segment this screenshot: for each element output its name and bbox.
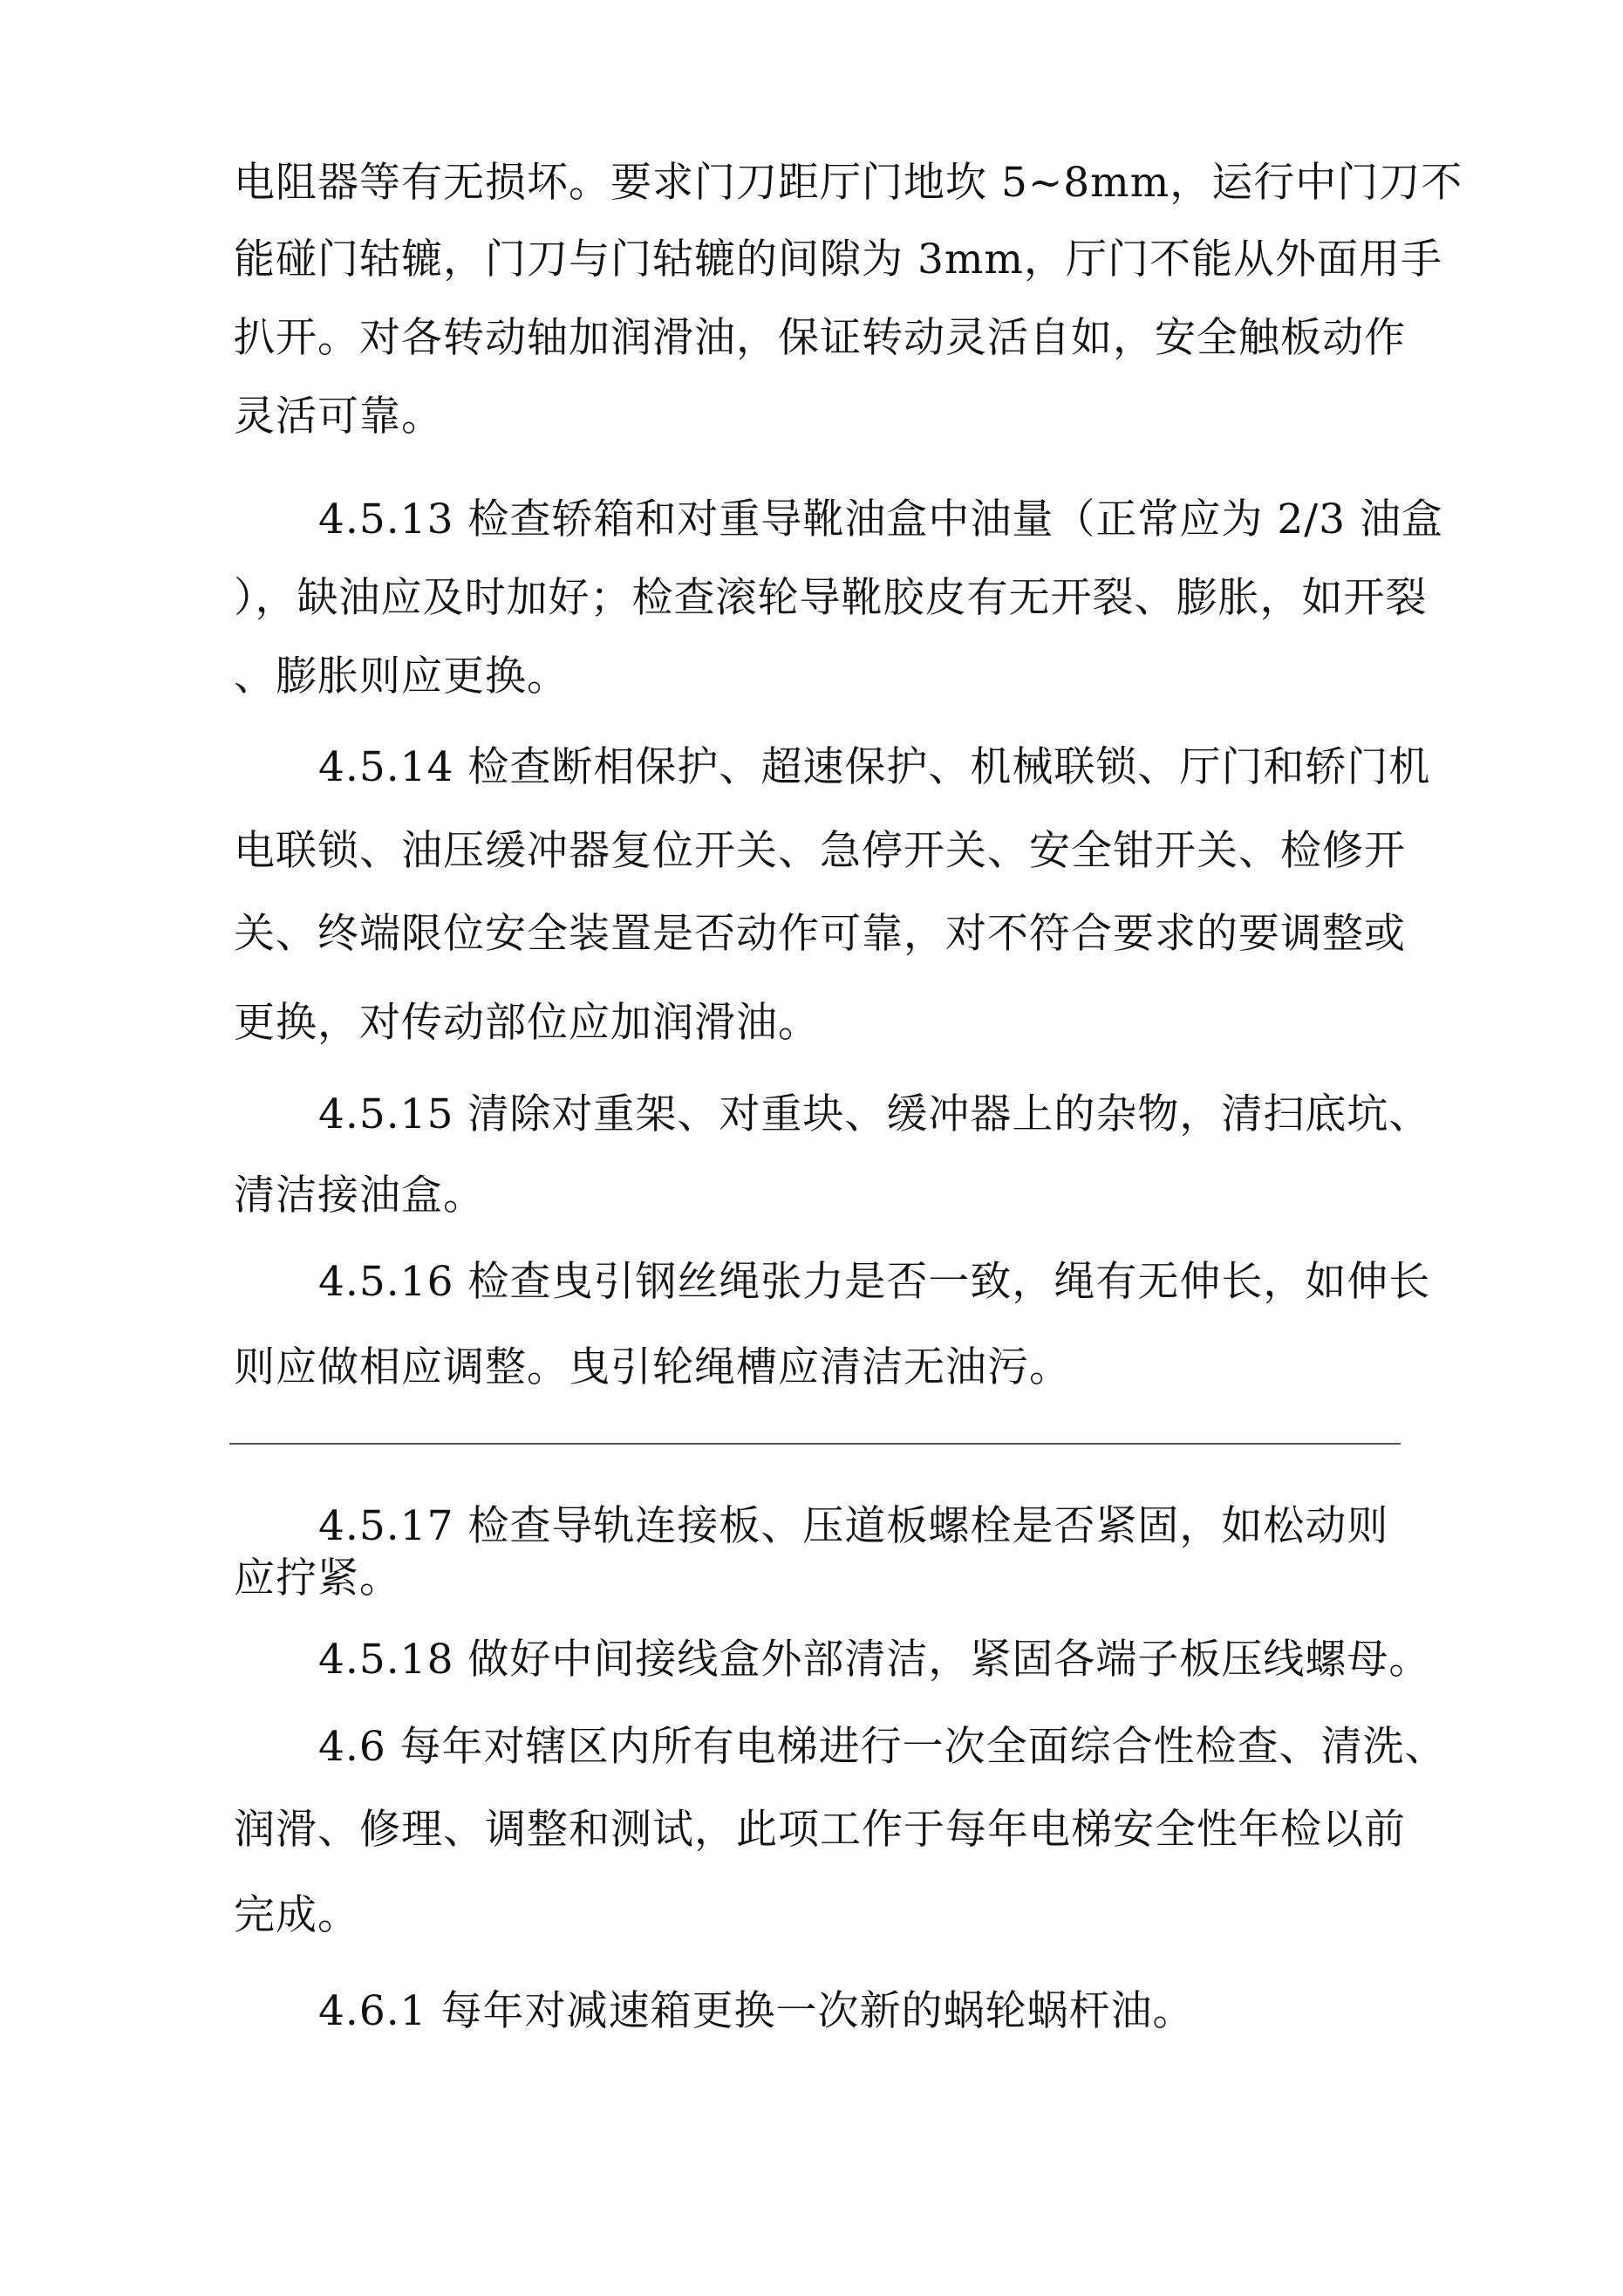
- text-line: 则应做相应调整。曳引轮绳槽应清洁无油污。: [234, 1343, 1071, 1391]
- paragraph-4-5-14-first-line: 4.5.14 检查断相保护、超速保护、机械联锁、厅门和轿门机: [318, 743, 1431, 791]
- text-line: 更换，对传动部位应加润滑油。: [234, 999, 820, 1047]
- text-line: 、膨胀则应更换。: [234, 653, 569, 700]
- text-line: 应拧紧。: [234, 1555, 401, 1602]
- text-line: 清洁接油盒。: [234, 1172, 485, 1220]
- paragraph-4-5-15-first-line: 4.5.15 清除对重架、对重块、缓冲器上的杂物，清扫底坑、: [318, 1090, 1431, 1138]
- text-line: 关、终端限位安全装置是否动作可靠，对不符合要求的要调整或: [234, 910, 1406, 958]
- text-line: ），缺油应及时加好；检查滚轮导靴胶皮有无开裂、膨胀，如开裂: [234, 574, 1428, 622]
- text-line: 电联锁、油压缓冲器复位开关、急停开关、安全钳开关、检修开: [234, 827, 1406, 875]
- text-line: 电阻器等有无损坏。要求门刀距厅门地坎 5~8mm，运行中门刀不: [234, 159, 1463, 207]
- paragraph-4-6-first-line: 4.6 每年对辖区内所有电梯进行一次全面综合性检查、清洗、: [318, 1723, 1447, 1771]
- text-line: 完成。: [234, 1891, 359, 1939]
- paragraph-4-5-17-first-line: 4.5.17 检查导轨连接板、压道板螺栓是否紧固，如松动则: [318, 1502, 1389, 1550]
- paragraph-4-6-1-line: 4.6.1 每年对减速箱更换一次新的蜗轮蜗杆油。: [318, 1987, 1195, 2035]
- section-divider: [229, 1443, 1401, 1445]
- text-line: 扒开。对各转动轴加润滑油，保证转动灵活自如，安全触板动作: [234, 314, 1406, 362]
- text-line: 灵活可靠。: [234, 393, 443, 441]
- paragraph-4-5-13-first-line: 4.5.13 检查轿箱和对重导靴油盒中油量（正常应为 2/3 油盒: [318, 495, 1443, 543]
- paragraph-4-5-16-first-line: 4.5.16 检查曳引钢丝绳张力是否一致，绳有无伸长，如伸长: [318, 1258, 1431, 1306]
- text-line: 能碰门轱辘，门刀与门轱辘的间隙为 3mm，厅门不能从外面用手: [234, 236, 1442, 284]
- text-line: 润滑、修理、调整和测试，此项工作于每年电梯安全性年检以前: [234, 1806, 1406, 1854]
- paragraph-4-5-18-line: 4.5.18 做好中间接线盒外部清洁，紧固各端子板压线螺母。: [318, 1636, 1431, 1684]
